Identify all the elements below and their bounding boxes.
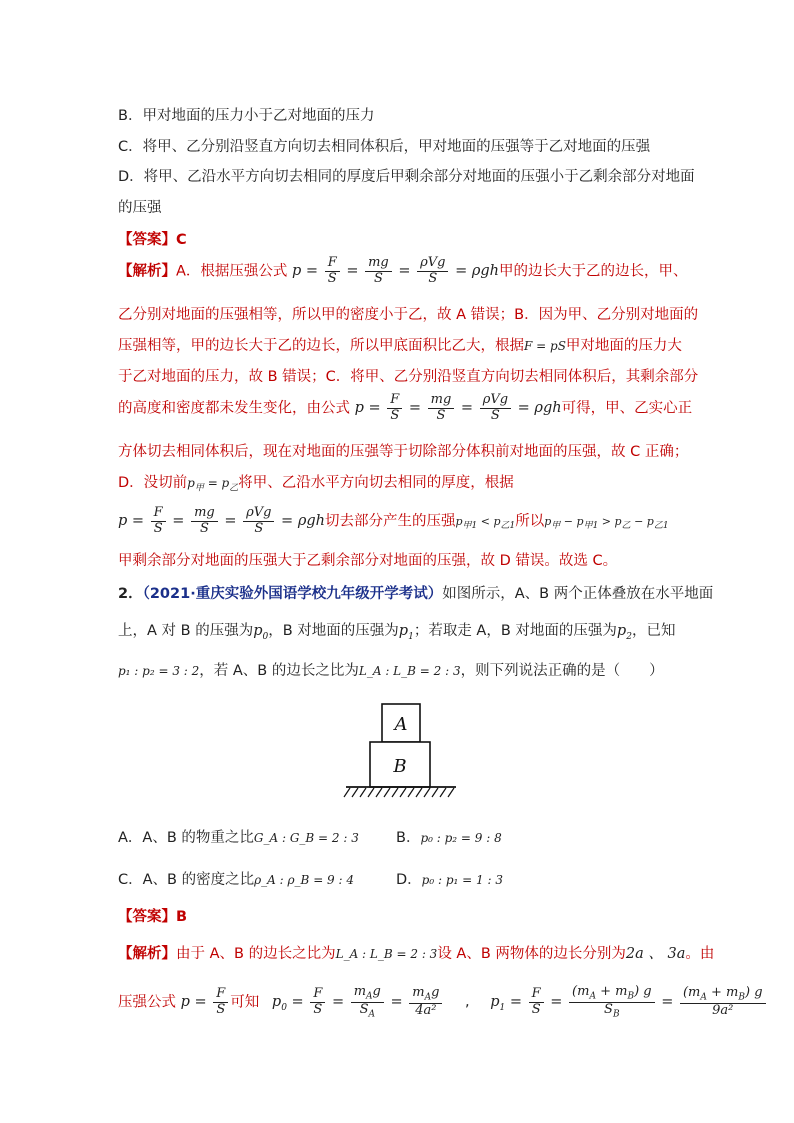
analysis-text: 切去部分产生的压强	[324, 513, 456, 530]
option-d-text: D．将甲、乙沿水平方向切去相同的厚度后甲剩余部分对地面的压强小于乙剩余部分对地面	[118, 169, 695, 185]
analysis-label: 【解析】	[118, 946, 176, 962]
question-number: 2．	[118, 586, 143, 602]
analysis-2-line-1	[118, 942, 714, 963]
analysis-text: 。由	[685, 946, 715, 962]
pressure-formula: p = $\frac{F}{S}$ = $\frac{mg}{S}$ = $\frac{\text{ρVg}}{S}$ = ρgh	[292, 255, 499, 286]
force-formula: F = pS	[524, 339, 566, 353]
analysis-text: D．没切前	[118, 475, 188, 491]
answer-label: 【答案】	[118, 232, 176, 248]
option-text: B．	[396, 830, 421, 846]
option-b-value: p₀ : p₂ = 9 : 8	[420, 831, 502, 845]
answer-value: B	[176, 909, 188, 925]
analysis-label: 【解析】	[118, 263, 176, 280]
analysis-text: A．根据压强公式	[176, 263, 288, 280]
analysis-text: 甲的边长大于乙的边长，甲、	[499, 263, 688, 280]
analysis-line-8	[118, 506, 669, 537]
option-d-text-cont: 的压强	[118, 200, 162, 216]
analysis-text: 设 A、B 两物体的边长分别为	[437, 946, 626, 962]
p2-symbol: $p_2$	[616, 623, 632, 642]
option-text: A．A、B 的物重之比	[118, 830, 254, 846]
analysis-line-7	[118, 471, 514, 493]
option-c-text: C．将甲、乙分别沿竖直方向切去相同体积后，甲对地面的压强等于乙对地面的压强	[118, 139, 651, 155]
p1-symbol: $p_1$	[398, 623, 414, 642]
analysis-line-1	[118, 256, 688, 287]
q2-option-b[interactable]	[396, 826, 502, 847]
question-source: （2021·重庆实验外国语学校九年级开学考试）	[142, 586, 443, 602]
p1-formula: $p_1$ = $\frac{F}{S}$ = $\frac{(m_A + m_B) g}{S_B}$ = $\frac{(m_A + m_B) g}{\text{9a²}}$	[490, 994, 767, 1010]
analysis-text: 将甲、乙沿水平方向切去相同的厚度，根据	[238, 475, 514, 491]
question-text: ，则下列说法正确的是（ ）	[460, 663, 664, 679]
answer-1	[118, 228, 187, 249]
answer-label: 【答案】	[118, 909, 176, 925]
analysis-text: 压强相等，甲的边长大于乙的边长，所以甲底面积比乙大，根据	[118, 338, 524, 354]
analysis-line-3	[118, 334, 682, 355]
pressure-formula-3: p = $\frac{F}{S}$ = $\frac{mg}{S}$ = $\frac{\text{ρVg}}{S}$ = ρgh	[118, 505, 325, 536]
p0-formula: $p_0$ = $\frac{F}{S}$ = $\frac{m_Ag}{S_A}$ = $\frac{m_Ag}{\text{4a²}}$	[272, 994, 445, 1010]
answer-2	[118, 905, 187, 926]
block-b-label: B	[393, 756, 407, 777]
question-text: ，B 对地面的压强为	[268, 623, 399, 639]
analysis-text: 所以	[515, 513, 545, 530]
analysis-line-5	[118, 393, 692, 424]
equal-pressure-formula: $p_甲 = p_乙$	[187, 476, 239, 494]
pressure-formula-basic: p = $\frac{F}{S}$	[181, 994, 231, 1010]
question-2-line-2	[118, 619, 675, 642]
analysis-text: 可得，甲、乙实心正	[561, 400, 693, 417]
analysis-text: 由于 A、B 的边长之比为	[176, 946, 336, 962]
analysis-line-2: 乙分别对地面的压强相等，所以甲的密度小于乙，故 A 错误；B．因为甲、乙分别对地面的	[118, 307, 699, 323]
analysis-line-6: 方体切去相同体积后，现在对地面的压强等于切除部分体积前对地面的压强，故 C 正确；	[118, 444, 689, 460]
q2-option-a[interactable]	[118, 826, 359, 847]
analysis-2-line-2: 压强公式 p = $\frac{F}{S}$ 可知 $p_0$ = $\frac{F}{S}$ = $\frac{m_Ag}{S_A}$ = $\frac{m_Ag}{\text{4a²}}$ , $p_1$ = $\frac{F}{S}$ = $\frac{(m_A + m_B) g}{S_B}$ = $\frac{(m_A + m_B) g}{\text{9a²}}$	[118, 985, 768, 1020]
analysis-text: 压强公式	[118, 994, 176, 1011]
ground-hatching	[344, 788, 454, 797]
question-text: ，已知	[631, 623, 676, 639]
question-text: ；若取走 A，B 对地面的压强为	[413, 623, 617, 639]
analysis-text: 甲对地面的压力大	[565, 338, 682, 354]
block-a-label: A	[394, 714, 408, 735]
option-b-text: B．甲对地面的压力小于乙对地面的压力	[118, 108, 375, 124]
option-text: C．A、B 的密度之比	[118, 872, 255, 888]
ratio-side-lengths: L_A : L_B = 2 : 3	[335, 947, 438, 961]
option-c-value: ρ_A : ρ_B = 9 : 4	[254, 873, 354, 887]
stacked-blocks-figure	[340, 700, 460, 800]
question-2-line-3	[118, 659, 664, 680]
remaining-pressure-compare: $p_甲 - p_{甲1} > p_乙 - p_{乙1}$	[544, 515, 669, 532]
question-text: 如图所示，A、B 两个正体叠放在水平地面	[442, 586, 714, 602]
cut-pressure-compare: $p_{甲1} < p_{乙1}$	[455, 515, 516, 532]
q2-option-d[interactable]	[396, 868, 503, 889]
question-text: ，若 A、B 的边长之比为	[199, 663, 359, 679]
q2-option-c[interactable]	[118, 868, 354, 889]
question-text: 上，A 对 B 的压强为	[118, 623, 254, 639]
analysis-line-4: 于乙对地面的压力，故 B 错误；C．将甲、乙分别沿竖直方向切去相同体积后，其剩余部分	[118, 369, 699, 385]
option-d-value: p₀ : p₁ = 1 : 3	[421, 873, 503, 887]
ratio-p1-p2: p₁ : p₂ = 3 : 2	[118, 664, 200, 678]
ratio-side-lengths: L_A : L_B = 2 : 3	[358, 664, 461, 678]
analysis-line-9: 甲剩余部分对地面的压强大于乙剩余部分对地面的压强，故 D 错误。故选 C。	[118, 553, 618, 569]
side-lengths: 2a 、 3a	[625, 946, 686, 962]
pressure-formula-2: p = $\frac{F}{S}$ = $\frac{mg}{S}$ = $\frac{\text{ρVg}}{S}$ = ρgh	[354, 392, 562, 423]
question-2-line-1	[118, 582, 713, 603]
option-a-value: G_A : G_B = 2 : 3	[253, 831, 359, 845]
option-text: D．	[396, 872, 422, 888]
analysis-text: 可知	[230, 994, 260, 1011]
p0-symbol: $p_0$	[253, 623, 269, 642]
answer-value: C	[176, 232, 187, 248]
analysis-text: 的高度和密度都未发生变化，由公式	[118, 400, 350, 417]
